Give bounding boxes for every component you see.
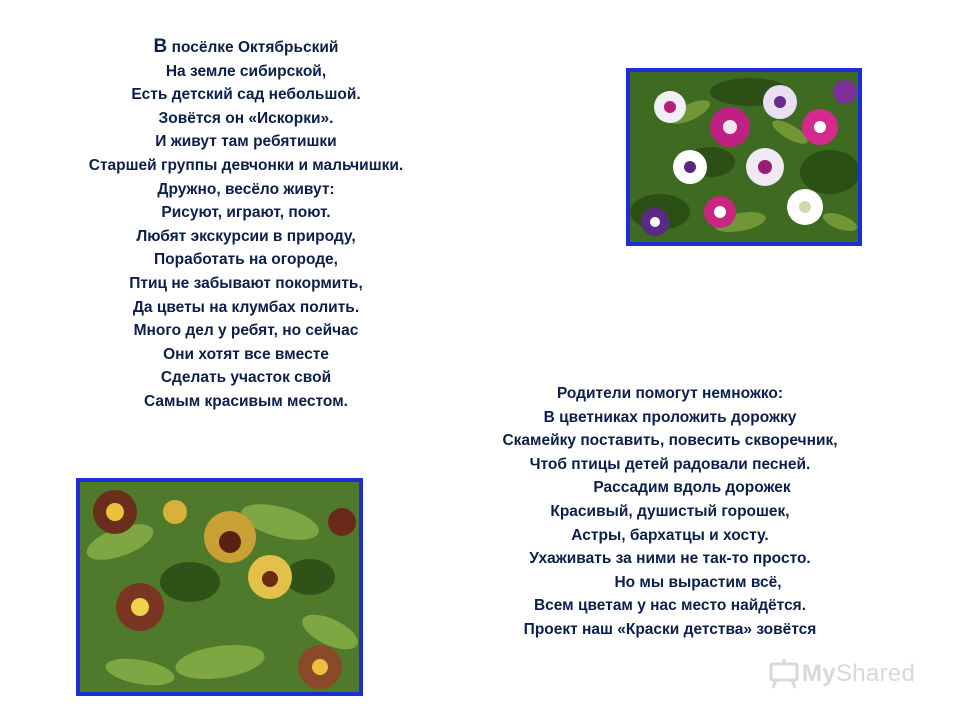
poem-line: Всем цветам у нас место найдётся. [533, 597, 807, 615]
poem-right [440, 382, 900, 642]
poem-line: Да цветы на клумбах полить. [132, 298, 360, 316]
watermark-text [802, 660, 915, 688]
watermark-prefix: My [802, 660, 836, 687]
poem-line: Зовётся он «Искорки». [158, 109, 334, 127]
poem-line: Рассадим вдоль дорожек [593, 479, 791, 497]
poem-line: Скамейку поставить, повесить скворечник, [502, 432, 838, 450]
poem-line: Чтоб птицы детей радовали песней. [529, 455, 811, 473]
poem-line: Проект наш «Краски детства» зовётся [523, 620, 817, 638]
poem-line: Но мы вырастим всё, [614, 573, 782, 591]
poem-first-word: В [153, 36, 168, 57]
poem-line: Птиц не забывают покормить, [129, 274, 363, 292]
poem-line: И живут там ребятишки [155, 133, 337, 151]
poem-line: Любят экскурсии в природу, [136, 227, 356, 245]
myshared-watermark [768, 656, 928, 692]
poem-left-first-line [40, 35, 452, 60]
poem-line: Дружно, весёло живут: [157, 180, 335, 198]
poem-left [40, 35, 452, 414]
poem-line: Ухаживать за ними не так-то просто. [529, 550, 811, 568]
poem-line: На земле сибирской, [165, 62, 327, 80]
poem-line: Родители помогут немножко: [556, 385, 784, 402]
poem-line: Много дел у ребят, но сейчас [133, 322, 359, 340]
petunia-photo [626, 68, 862, 246]
pansy-photo [76, 478, 363, 696]
poem-line: Они хотят все вместе [163, 345, 329, 363]
watermark-suffix: Shared [835, 660, 916, 687]
poem-line: Старшей группы девчонки и мальчишки. [88, 156, 404, 174]
poem-line: Сделать участок свой [160, 369, 332, 387]
poem-line: Есть детский сад небольшой. [131, 86, 361, 104]
poem-line: Рисуют, играют, поют. [161, 204, 331, 222]
poem-line: Самым красивым местом. [144, 392, 348, 410]
projector-logo-icon [768, 659, 802, 689]
petunia-illustration [630, 72, 858, 242]
poem-line: В цветниках проложить дорожку [543, 408, 797, 426]
poem-line: Поработать на огороде, [154, 251, 338, 269]
poem-line: Астры, бархатцы и хосту. [571, 526, 769, 544]
poem-first-rest: посёлке Октябрьский [167, 39, 339, 56]
poem-line: Красивый, душистый горошек, [550, 502, 790, 520]
pansy-illustration [80, 482, 359, 692]
